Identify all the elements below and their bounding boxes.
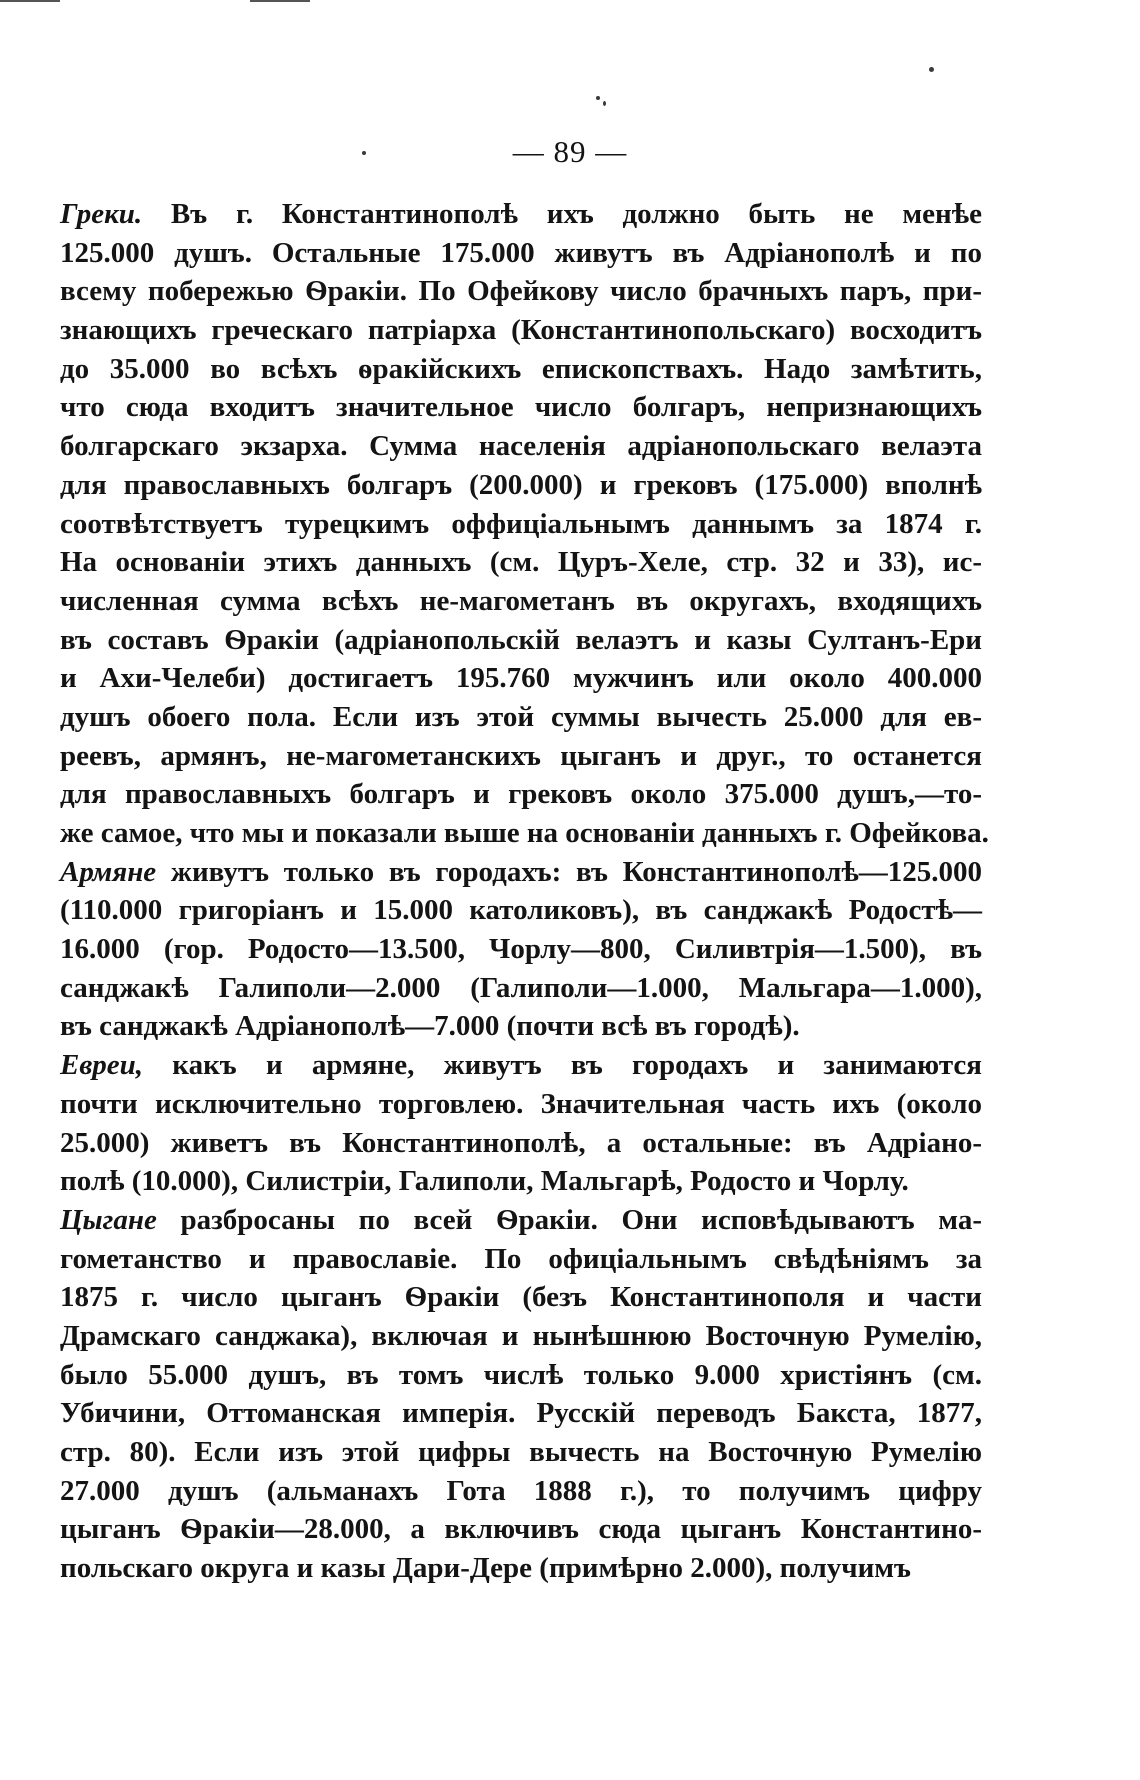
text-line: [60, 1007, 982, 1046]
line-text: и Ахи-Челеби) достигаетъ 195.760 мужчинъ или около 400.000: [60, 662, 982, 695]
paragraph-term: Евреи,: [60, 1049, 144, 1082]
paragraph-term: Цыгане: [60, 1203, 157, 1236]
text-line: [60, 698, 982, 737]
line-text: полѣ (10.000), Силистріи, Галиполи, Мальгарѣ, Родосто и Чорлу.: [60, 1165, 909, 1198]
line-text: гометанство и православіе. По офиціальнымъ свѣдѣніямъ за: [60, 1242, 982, 1275]
ink-speck: [603, 101, 606, 106]
line-text: болгарскаго экзарха. Сумма населенія адріанопольскаго велаэта: [60, 430, 982, 463]
text-line: [60, 272, 982, 311]
line-text: знающихъ греческаго патріарха (Константинопольскаго) восходитъ: [60, 314, 982, 347]
line-text: 25.000) живетъ въ Константинополѣ, а остальные: въ Адріано-: [60, 1126, 982, 1159]
line-text: же самое, что мы и показали выше на основаніи данныхъ г. Офейкова.: [60, 817, 989, 849]
paragraph: [60, 195, 989, 853]
line-text: стр. 80). Если изъ этой цифры вычесть на Восточную Румелію: [60, 1436, 982, 1468]
text-line: [60, 1278, 982, 1317]
line-text: санджакѣ Галиполи—2.000 (Галиполи—1.000, Мальгара—1.000),: [60, 971, 982, 1004]
line-text: душъ обоего пола. Если изъ этой суммы вычесть 25.000 для ев-: [60, 700, 982, 733]
line-text: 27.000 душъ (альманахъ Гота 1888 г.), то получимъ цифру: [60, 1474, 982, 1507]
line-text: Убичини, Оттоманская имперія. Русскій переводъ Бакста, 1877,: [60, 1397, 982, 1430]
text-line: [60, 930, 982, 969]
paragraph-term: Армяне: [60, 855, 157, 888]
text-line: [60, 1240, 982, 1279]
paragraph: [60, 1046, 982, 1201]
paragraph-term: Греки.: [60, 198, 143, 230]
line-text: реевъ, армянъ, не-магометанскихъ цыганъ и друг., то останется: [60, 739, 982, 772]
text-line: [60, 969, 982, 1008]
text-line: [60, 814, 989, 853]
line-text: для православныхъ болгаръ (200.000) и грековъ (175.000) вполнѣ: [60, 468, 982, 501]
text-line: [60, 350, 982, 389]
text-line: [60, 1356, 982, 1395]
text-line: [60, 1549, 982, 1588]
text-line: [60, 195, 982, 234]
line-text: было 55.000 душъ, въ томъ числѣ только 9.000 христіянъ (см.: [60, 1358, 982, 1391]
text-line: [60, 621, 982, 660]
line-text: Драмскаго санджака), включая и нынѣшнюю Восточную Румелію,: [60, 1319, 982, 1352]
text-line: [60, 1124, 982, 1163]
line-text: живутъ только въ городахъ: въ Константинополѣ—125.000: [156, 855, 982, 888]
text-line: [60, 543, 982, 582]
text-line: [60, 1510, 982, 1549]
page-number: — 89 —: [512, 134, 628, 169]
line-text: 16.000 (гор. Родосто—13.500, Чорлу—800, Силивтрія—1.500), въ: [60, 933, 982, 966]
paragraph: [60, 1201, 982, 1588]
line-text: въ составъ Ѳракіи (адріанопольскій велаэтъ и казы Султанъ-Ери: [60, 623, 982, 656]
text-line: [60, 311, 982, 350]
line-text: до 35.000 во всѣхъ ѳракійскихъ епископствахъ. Надо замѣтить,: [60, 352, 982, 385]
text-line: [60, 659, 982, 698]
line-text: какъ и армяне, живутъ въ городахъ и занимаются: [143, 1049, 982, 1082]
line-text: цыганъ Ѳракіи—28.000, а включивъ сюда цыганъ Константино-: [60, 1513, 982, 1546]
line-text: для православныхъ болгаръ и грековъ около 375.000 душъ,—то-: [60, 778, 982, 811]
top-edge-rule: [250, 0, 310, 2]
line-text: На основаніи этихъ данныхъ (см. Цуръ-Хеле, стр. 32 и 33), ис-: [60, 546, 982, 579]
text-line: [60, 1317, 982, 1356]
text-line: [60, 466, 982, 505]
body-text: [60, 195, 989, 1588]
text-line: [60, 1162, 982, 1201]
line-text: въ санджакѣ Адріанополѣ—7.000 (почти всѣ въ городѣ).: [60, 1010, 800, 1043]
text-line: [60, 1433, 982, 1472]
line-text: (110.000 григоріанъ и 15.000 католиковъ), въ санджакѣ Родостѣ—: [60, 894, 982, 927]
line-text: 1875 г. число цыганъ Ѳракіи (безъ Константинополя и части: [60, 1281, 982, 1314]
line-text: Въ г. Константинополѣ ихъ должно быть не менѣе: [142, 198, 982, 230]
paragraph: [60, 853, 982, 1046]
text-line: [60, 505, 982, 544]
text-line: [60, 582, 982, 621]
line-text: численная сумма всѣхъ не-магометанъ въ округахъ, входящихъ: [60, 584, 982, 617]
text-line: [60, 1085, 982, 1124]
line-text: 125.000 душъ. Остальные 175.000 живутъ въ Адріанополѣ и по: [60, 236, 982, 269]
text-line: [60, 1201, 982, 1240]
text-line: [60, 853, 982, 892]
text-line: [60, 737, 982, 776]
line-text: польскаго округа и казы Дари-Дере (примѣрно 2.000), получимъ: [60, 1552, 911, 1585]
text-line: [60, 775, 982, 814]
line-text: что сюда входитъ значительное число болгаръ, непризнающихъ: [60, 391, 982, 424]
text-line: [60, 1394, 982, 1433]
text-line: [60, 234, 982, 273]
text-line: [60, 1046, 982, 1085]
text-line: [60, 388, 982, 427]
line-text: разбросаны по всей Ѳракіи. Они исповѣдываютъ ма-: [156, 1203, 982, 1236]
top-edge-rule: [0, 0, 60, 2]
text-line: [60, 891, 982, 930]
line-text: почти исключительно торговлею. Значительная часть ихъ (около: [60, 1087, 982, 1120]
line-text: соотвѣтствуетъ турецкимъ оффиціальнымъ даннымъ за 1874 г.: [60, 507, 982, 540]
text-line: [60, 427, 982, 466]
ink-speck: [596, 96, 600, 100]
line-text: всему побережью Ѳракіи. По Офейкову число брачныхъ паръ, при-: [60, 275, 982, 308]
text-line: [60, 1472, 982, 1511]
ink-speck: [929, 67, 934, 72]
